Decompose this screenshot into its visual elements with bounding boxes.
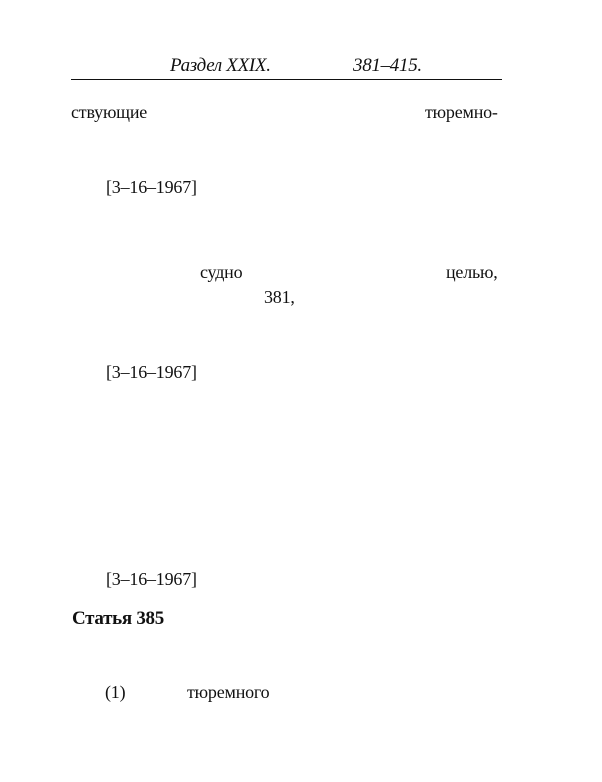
date-reference-2: [3–16–1967] bbox=[106, 362, 197, 382]
article-heading: Статья 385 bbox=[72, 608, 164, 629]
text-fragment-stvuyuschie: ствующие bbox=[71, 102, 148, 122]
date-reference-3: [3–16–1967] bbox=[106, 569, 197, 589]
header-rule bbox=[71, 79, 502, 80]
text-fragment-381: 381, bbox=[264, 287, 295, 307]
item-number: (1) bbox=[105, 682, 126, 702]
text-fragment-sudno: судно bbox=[200, 262, 243, 282]
header-section-title: Раздел XXIX. bbox=[170, 55, 271, 76]
text-fragment-celyu: целью, bbox=[446, 262, 498, 282]
header-article-range: 381–415. bbox=[353, 55, 422, 76]
date-reference-1: [3–16–1967] bbox=[106, 177, 197, 197]
item-text: тюремного bbox=[187, 682, 270, 702]
text-fragment-tyuremno: тюремно- bbox=[425, 102, 498, 122]
